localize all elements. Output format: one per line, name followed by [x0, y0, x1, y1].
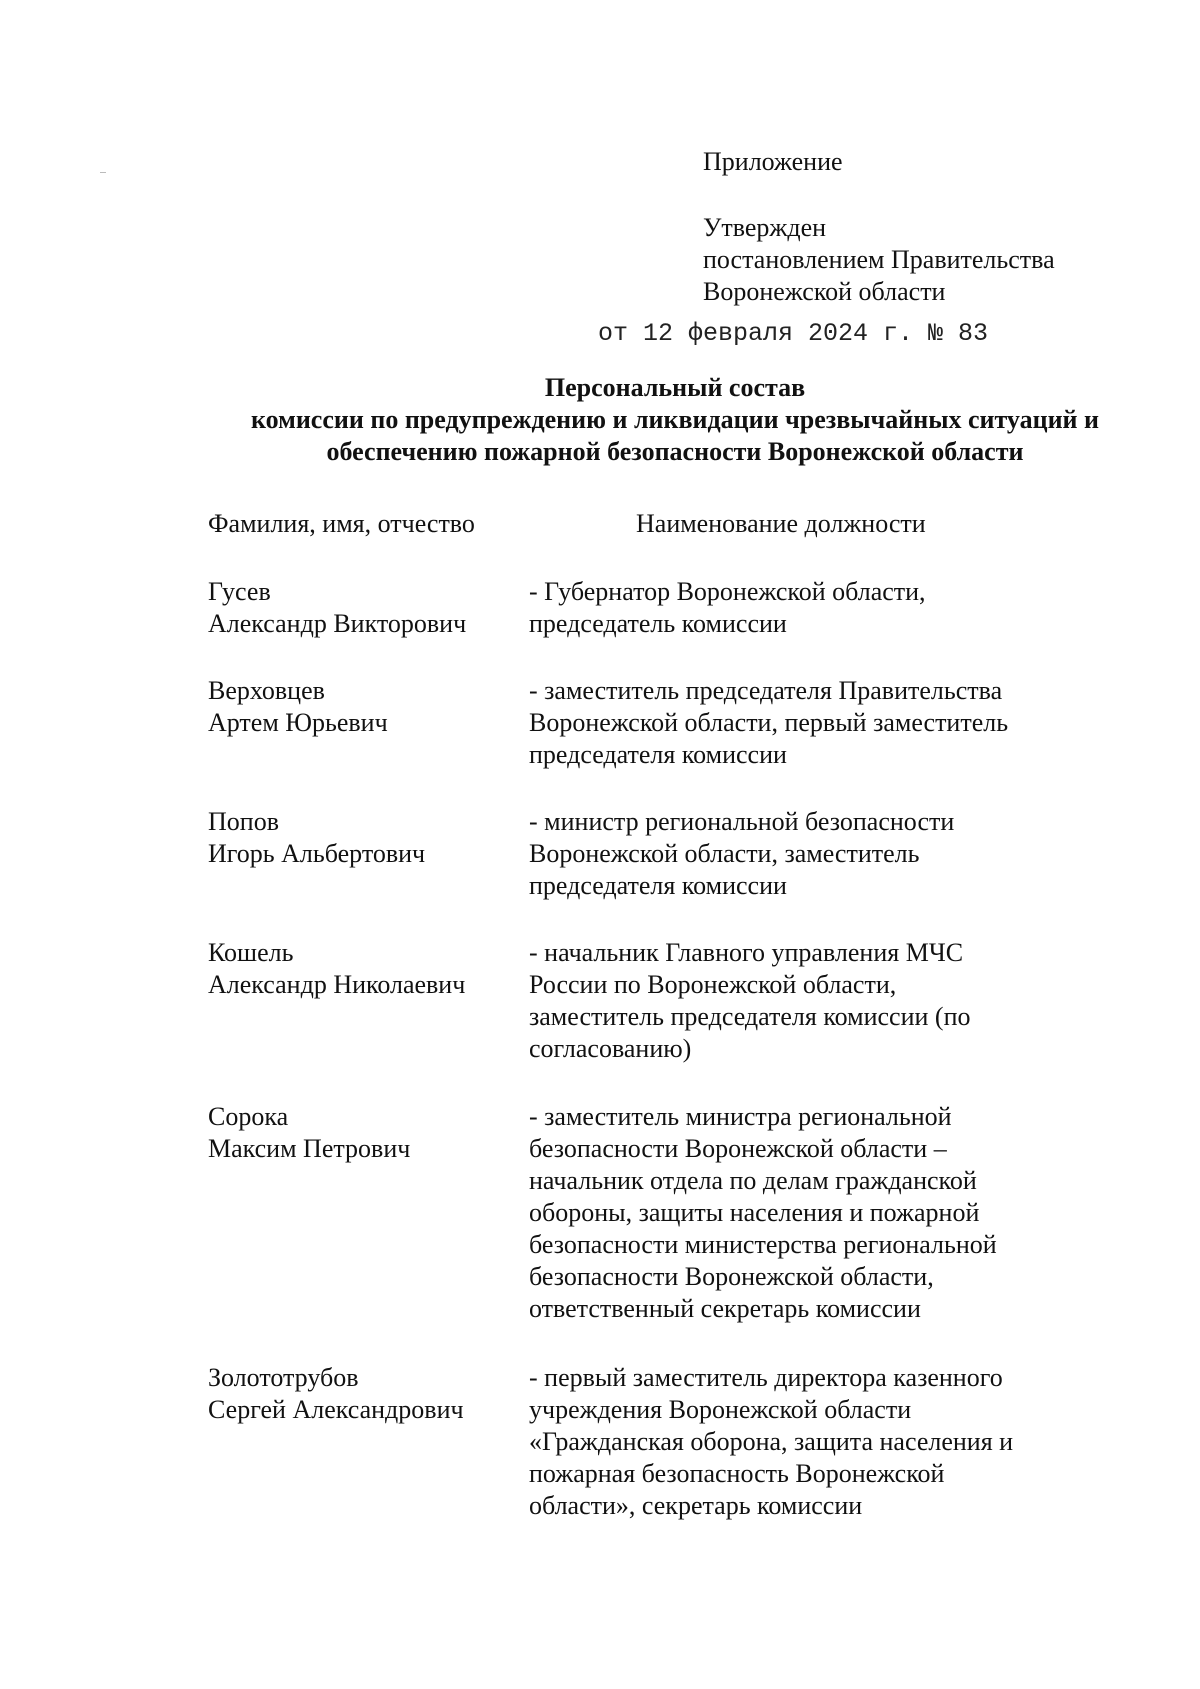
title-line: Персональный состав: [544, 373, 806, 402]
member-given-names: Максим Петрович: [208, 1134, 411, 1163]
position-line: начальник отдела по делам гражданской: [529, 1166, 977, 1195]
position-line: - начальник Главного управления МЧС: [529, 938, 964, 967]
member-position: [529, 806, 1089, 902]
member-given-names: Александр Николаевич: [208, 970, 466, 999]
title-line: обеспечению пожарной безопасности Воронежской области: [326, 437, 1024, 466]
position-line: области», секретарь комиссии: [529, 1491, 863, 1520]
position-line: «Гражданская оборона, защита населения и: [529, 1427, 1014, 1456]
member-position: [529, 1101, 1089, 1325]
member-given-names: Сергей Александрович: [208, 1395, 464, 1424]
member-position: [529, 576, 1089, 640]
member-name: [208, 576, 466, 640]
position-line: обороны, защиты населения и пожарной: [529, 1198, 980, 1227]
member-given-names: Игорь Альбертович: [208, 839, 426, 868]
member-surname: Кошель: [208, 938, 294, 967]
position-line: Воронежской области, первый заместитель: [529, 708, 1009, 737]
position-line: учреждения Воронежской области: [529, 1395, 912, 1424]
approval-block: [703, 212, 1055, 308]
appendix-label: Приложение: [703, 147, 843, 176]
member-position: [529, 937, 1089, 1065]
member-surname: Гусев: [208, 577, 271, 606]
resolution-date-number: от 12 февраля 2024 г. № 83: [598, 319, 989, 348]
member-position: [529, 1362, 1089, 1522]
member-position: [529, 675, 1089, 771]
position-line: заместитель председателя комиссии (по: [529, 1002, 971, 1031]
position-line: безопасности Воронежской области –: [529, 1134, 947, 1163]
position-line: председатель комиссии: [529, 609, 787, 638]
position-line: Воронежской области, заместитель: [529, 839, 920, 868]
column-header-position: Наименование должности: [636, 509, 926, 538]
position-line: - министр региональной безопасности: [529, 807, 955, 836]
title-line: комиссии по предупреждению и ликвидации чрезвычайных ситуаций и: [250, 405, 1100, 434]
scan-speck: [100, 172, 106, 173]
member-given-names: Артем Юрьевич: [208, 708, 388, 737]
position-line: безопасности Воронежской области,: [529, 1262, 934, 1291]
column-header-name: Фамилия, имя, отчество: [208, 509, 475, 538]
member-name: [208, 937, 465, 1001]
approval-line: Утвержден: [703, 213, 827, 242]
position-line: - первый заместитель директора казенного: [529, 1363, 1003, 1392]
member-surname: Верховцев: [208, 676, 325, 705]
position-line: - заместитель министра региональной: [529, 1102, 952, 1131]
position-line: России по Воронежской области,: [529, 970, 897, 999]
member-surname: Попов: [208, 807, 279, 836]
position-line: председателя комиссии: [529, 871, 787, 900]
position-line: ответственный секретарь комиссии: [529, 1294, 921, 1323]
position-line: пожарная безопасность Воронежской: [529, 1459, 945, 1488]
member-surname: Золототрубов: [208, 1363, 359, 1392]
member-given-names: Александр Викторович: [208, 609, 467, 638]
position-line: - Губернатор Воронежской области,: [529, 577, 926, 606]
member-name: [208, 806, 425, 870]
position-line: безопасности министерства региональной: [529, 1230, 997, 1259]
document-title: [190, 372, 1160, 468]
member-name: [208, 1362, 464, 1426]
position-line: - заместитель председателя Правительства: [529, 676, 1003, 705]
approval-line: постановлением Правительства: [703, 245, 1055, 274]
approval-line: Воронежской области: [703, 277, 946, 306]
member-name: [208, 675, 388, 739]
member-surname: Сорока: [208, 1102, 289, 1131]
position-line: согласованию): [529, 1034, 692, 1063]
member-name: [208, 1101, 410, 1165]
position-line: председателя комиссии: [529, 740, 787, 769]
